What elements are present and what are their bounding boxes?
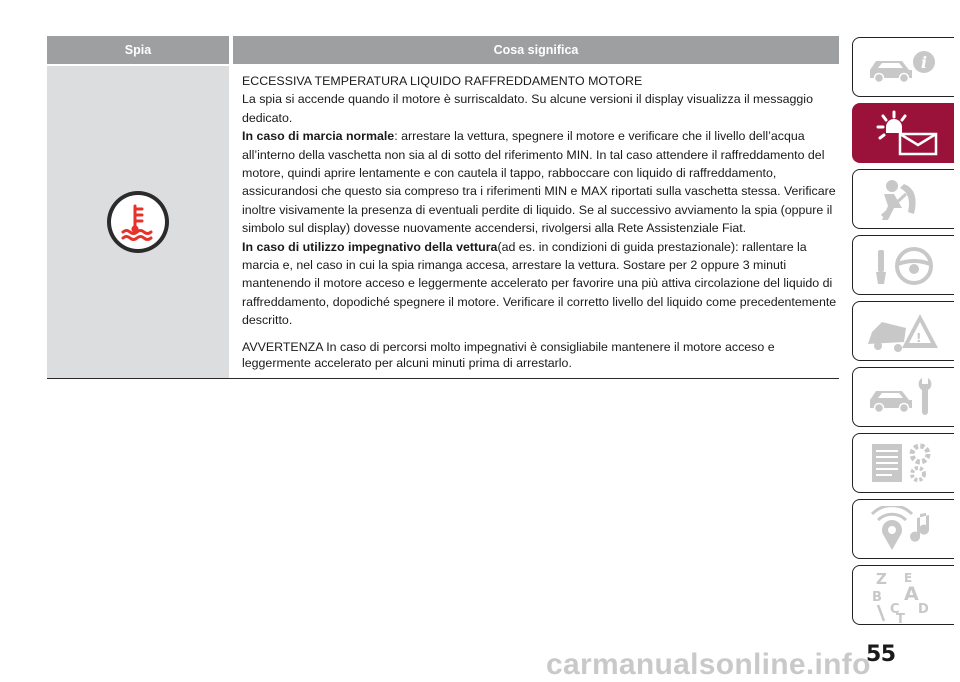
index-letter-t: T bbox=[895, 612, 905, 623]
warning-lights-table bbox=[47, 36, 839, 379]
watermark: carmanualsonline.info bbox=[546, 648, 871, 681]
index-icon bbox=[864, 567, 944, 623]
index-letter-d: D bbox=[917, 602, 929, 617]
safety-icon bbox=[864, 176, 944, 222]
normal-driving-paragraph bbox=[242, 127, 837, 237]
heavy-use-text: (ad es. in condizioni di guida prestazionale): rallentare la marcia e, nel caso in cui la spia rimanga accesa, arrestare la vettura. Sostare per 2 oppure 3 minuti mantenendo il motore acceso e leggermente accelerato per favorire una più attiva circolazione del liquido di raffreddamento, dopodiché spegnere il motore. Verificare il corretto livello del liquido come precedentemente descritto. bbox=[242, 239, 837, 328]
warning-note: AVVERTENZA In caso di percorsi molto impegnativi è consigliabile mantenere il motore acceso e leggermente accelerato per alcuni minuti prima di arrestarlo. bbox=[242, 339, 775, 370]
heavy-use-label: In caso di utilizzo impegnativo della vettura bbox=[242, 239, 498, 254]
tab-safety[interactable] bbox=[852, 169, 954, 229]
car-info-icon bbox=[864, 44, 944, 90]
intro-text: La spia si accende quando il motore è surriscaldato. Su alcune versioni il display visualizza il messaggio dedicato. bbox=[242, 92, 813, 125]
index-letter-e: E bbox=[903, 571, 912, 585]
tab-car-info[interactable] bbox=[852, 37, 954, 97]
index-letter-a: A bbox=[903, 583, 919, 605]
tab-warning-lights[interactable] bbox=[852, 103, 954, 163]
page-number: 55 bbox=[866, 642, 896, 667]
warning-light-cell bbox=[47, 66, 229, 378]
normal-driving-text: : arrestare la vettura, spegnere il motore e verificare che il livello dell’acqua all’interno della vaschetta non sia al di sotto del riferimento MIN. In tal caso attendere il raffreddamento del motore, quindi aprire lentamente e con cautela il tappo, rabboccare con liquido di raffreddamento, assicurandosi che questo sia compreso tra i riferimenti MIN e MAX riportati sulla vaschetta stessa. Verificare inoltre visivamente la presenza di eventuali perdite di liquido. Se al successivo avviamento la spia (oppure il simbolo sul display) dovesse nuovamente accendersi, rivolgersi alla Rete Assistenziale Fiat. bbox=[242, 129, 836, 236]
tab-emergency[interactable] bbox=[852, 301, 954, 361]
svg-text:i: i bbox=[920, 53, 927, 72]
tab-maintenance[interactable] bbox=[852, 367, 954, 427]
table-row bbox=[47, 66, 839, 379]
warning-title: ECCESSIVA TEMPERATURA LIQUIDO RAFFREDDAMENTO MOTORE bbox=[242, 74, 643, 88]
index-letter-b: B bbox=[871, 590, 882, 605]
multimedia-icon bbox=[864, 506, 944, 552]
index-letter-z: Z bbox=[875, 570, 887, 588]
driving-icon bbox=[864, 242, 944, 288]
column-header-cosa-significa: Cosa significa bbox=[233, 36, 839, 64]
normal-driving-label: In caso di marcia normale bbox=[242, 129, 395, 144]
tab-multimedia[interactable] bbox=[852, 499, 954, 559]
coolant-temperature-icon bbox=[107, 191, 169, 253]
heavy-use-paragraph bbox=[242, 238, 837, 330]
index-letter-c: C bbox=[889, 602, 900, 617]
tab-driving[interactable] bbox=[852, 235, 954, 295]
svg-text:!: ! bbox=[915, 331, 921, 345]
warning-lights-icon bbox=[864, 110, 944, 156]
technical-data-icon bbox=[864, 440, 944, 486]
description-cell bbox=[233, 66, 839, 378]
tab-index[interactable] bbox=[852, 565, 954, 625]
maintenance-icon bbox=[864, 374, 944, 420]
table-header bbox=[47, 36, 839, 66]
emergency-icon bbox=[864, 308, 944, 354]
tab-technical-data[interactable] bbox=[852, 433, 954, 493]
column-header-spia: Spia bbox=[47, 36, 229, 64]
